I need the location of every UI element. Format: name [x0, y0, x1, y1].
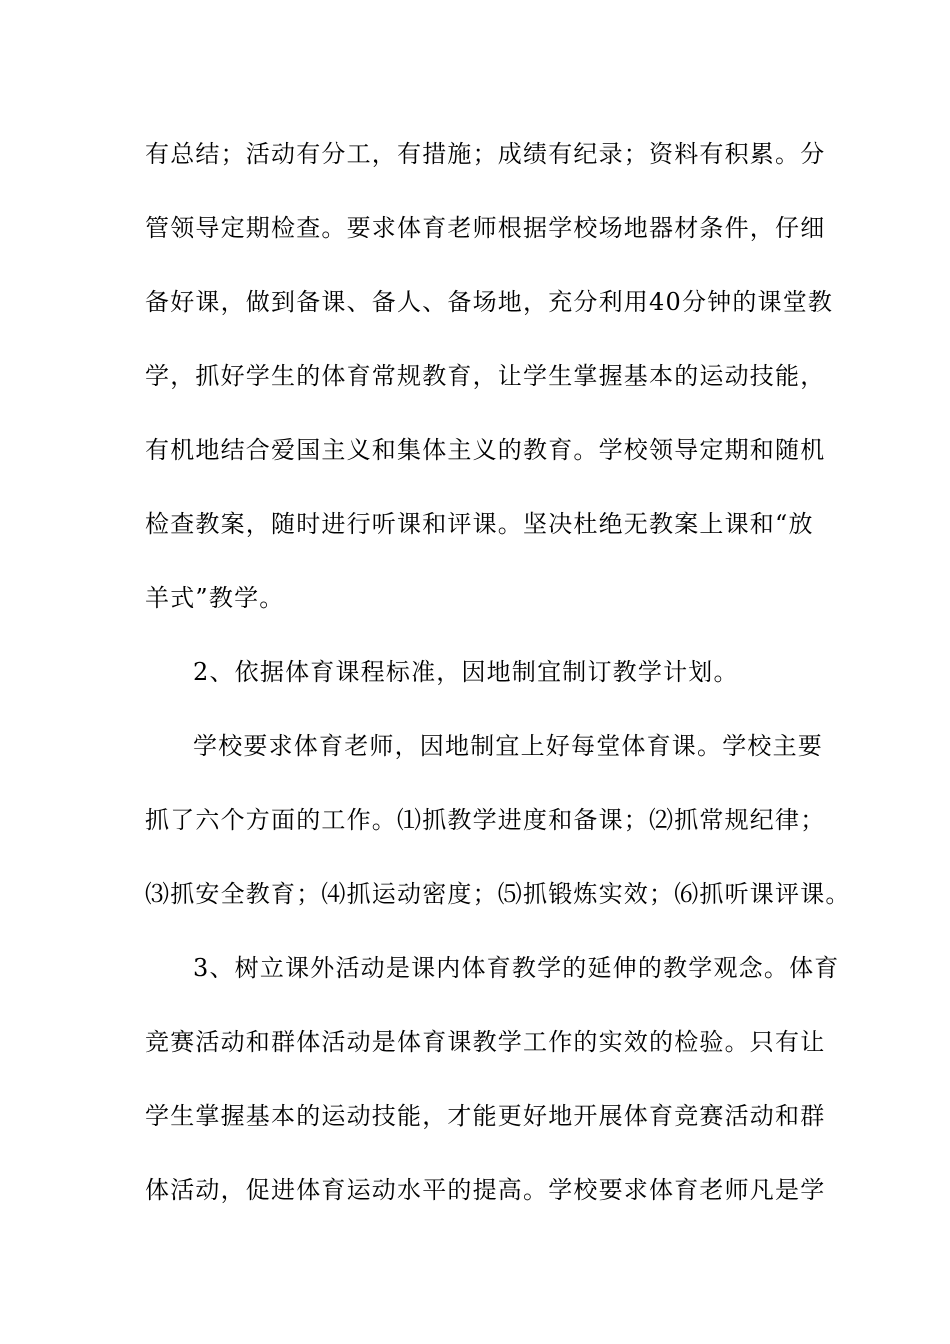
text-line: 检查教案，随时进行听课和评课。坚决杜绝无教案上课和“放: [145, 510, 814, 538]
text-line: 备好课，做到备课、备人、备场地，充分利用40分钟的课堂教: [145, 288, 834, 316]
text-line: 有总结；活动有分工，有措施；成绩有纪录；资料有积累。分: [145, 140, 826, 168]
text-line: 羊式”教学。: [145, 584, 285, 612]
text-line: 学生掌握基本的运动技能，才能更好地开展体育竞赛活动和群: [145, 1102, 826, 1130]
text-line: 体活动，促进体育运动水平的提高。学校要求体育老师凡是学: [145, 1176, 826, 1204]
text-line: 管领导定期检查。要求体育老师根据学校场地器材条件，仔细: [145, 214, 826, 242]
text-line: 学，抓好学生的体育常规教育，让学生掌握基本的运动技能，: [145, 362, 826, 390]
text-line: 有机地结合爱国主义和集体主义的教育。学校领导定期和随机: [145, 436, 826, 464]
text-line: 学校要求体育老师，因地制宜上好每堂体育课。学校主要: [193, 732, 823, 760]
text-line: 抓了六个方面的工作。⑴抓教学进度和备课；⑵抓常规纪律；: [145, 806, 826, 834]
section-heading: 2、依据体育课程标准，因地制宜制订教学计划。: [193, 658, 739, 686]
text-line: 竞赛活动和群体活动是体育课教学工作的实效的检验。只有让: [145, 1028, 826, 1056]
text-line: ⑶抓安全教育；⑷抓运动密度；⑸抓锻炼实效；⑹抓听课评课。: [145, 880, 851, 908]
section-heading: 3、树立课外活动是课内体育教学的延伸的教学观念。体育: [193, 954, 840, 982]
